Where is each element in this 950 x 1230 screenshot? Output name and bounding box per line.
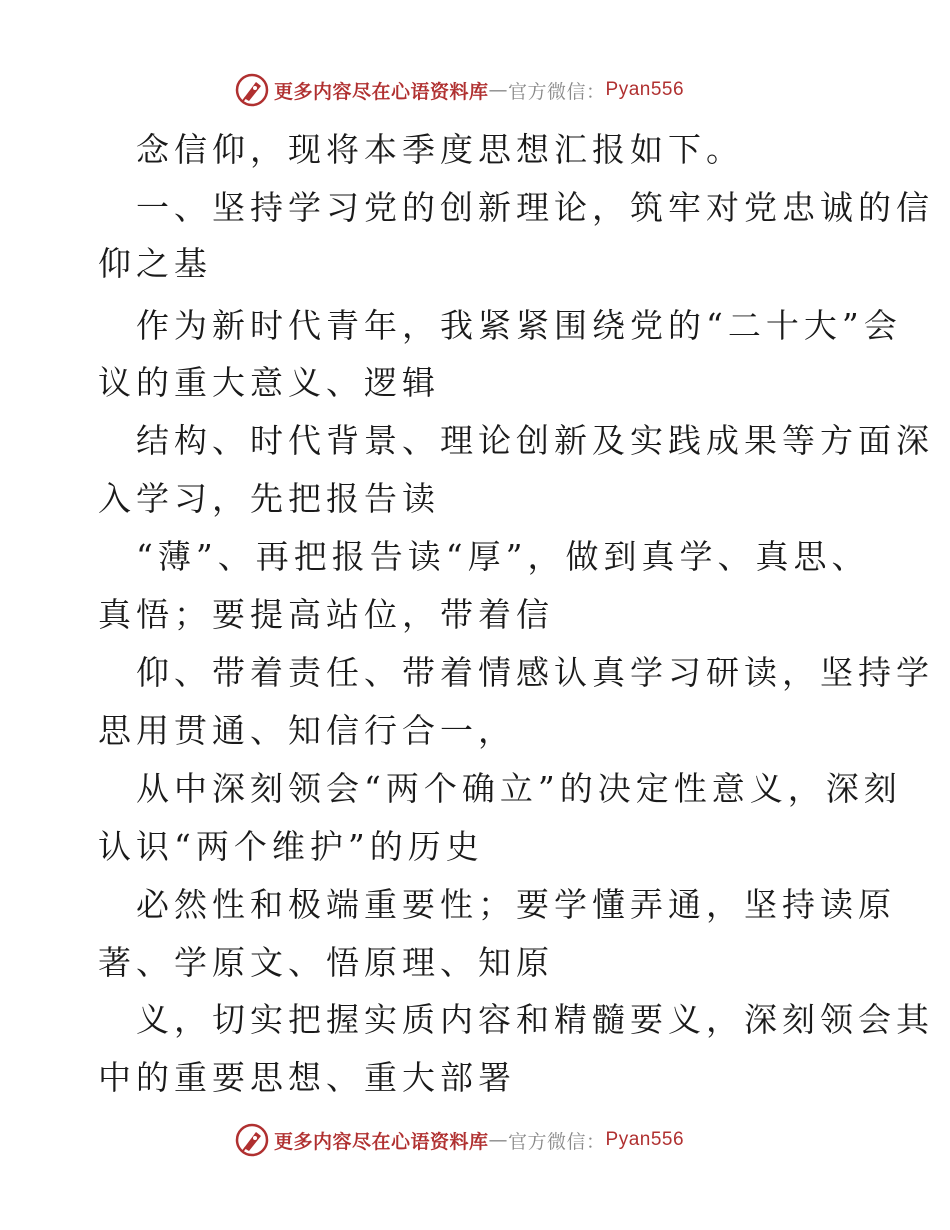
banner-separator: — xyxy=(488,1129,509,1151)
body-line: 议的重大意义、逻辑 xyxy=(98,363,440,402)
section-heading: 一、坚持学习党的创新理论，筑牢对党忠诚的信 xyxy=(136,188,934,227)
banner-wechat-id: Pyan556 xyxy=(605,79,685,100)
body-line: 从中深刻领会“两个确立”的决定性意义，深刻 xyxy=(136,769,902,808)
body-line: 必然性和极端重要性；要学懂弄通，坚持读原 xyxy=(136,885,896,924)
body-line: 义，切实把握实质内容和精髓要义，深刻领会其 xyxy=(136,1000,934,1039)
body-line: 著、学原文、悟原理、知原 xyxy=(98,943,554,982)
body-line: 入学习，先把报告读 xyxy=(98,479,440,518)
body-line: 念信仰，现将本季度思想汇报如下。 xyxy=(136,130,744,169)
body-line: 结构、时代背景、理论创新及实践成果等方面深 xyxy=(136,421,934,460)
body-line: “薄”、再把报告读“厚”，做到真学、真思、 xyxy=(136,537,870,576)
banner-separator: — xyxy=(488,79,509,101)
body-line: 中的重要思想、重大部署 xyxy=(98,1058,516,1097)
body-line: 认识“两个维护”的历史 xyxy=(98,827,484,866)
banner-wechat-label: 官方微信： xyxy=(508,80,606,103)
footer-watermark-banner xyxy=(234,1122,684,1158)
body-line: 仰、带着责任、带着情感认真学习研读，坚持学 xyxy=(136,653,934,692)
body-line: 思用贯通、知信行合一， xyxy=(98,711,516,750)
banner-slogan: 更多内容尽在心语资料库 xyxy=(274,1130,489,1153)
banner-wechat-label: 官方微信： xyxy=(508,1130,606,1153)
body-line: 作为新时代青年，我紧紧围绕党的“二十大”会 xyxy=(136,306,902,345)
pen-nib-logo-icon xyxy=(234,1122,270,1158)
header-watermark-banner xyxy=(234,72,684,108)
pen-nib-logo-icon xyxy=(234,72,270,108)
body-line: 真悟；要提高站位，带着信 xyxy=(98,595,554,634)
banner-slogan: 更多内容尽在心语资料库 xyxy=(274,80,489,103)
banner-wechat-id: Pyan556 xyxy=(605,1129,685,1150)
section-heading-continued: 仰之基 xyxy=(98,244,212,283)
